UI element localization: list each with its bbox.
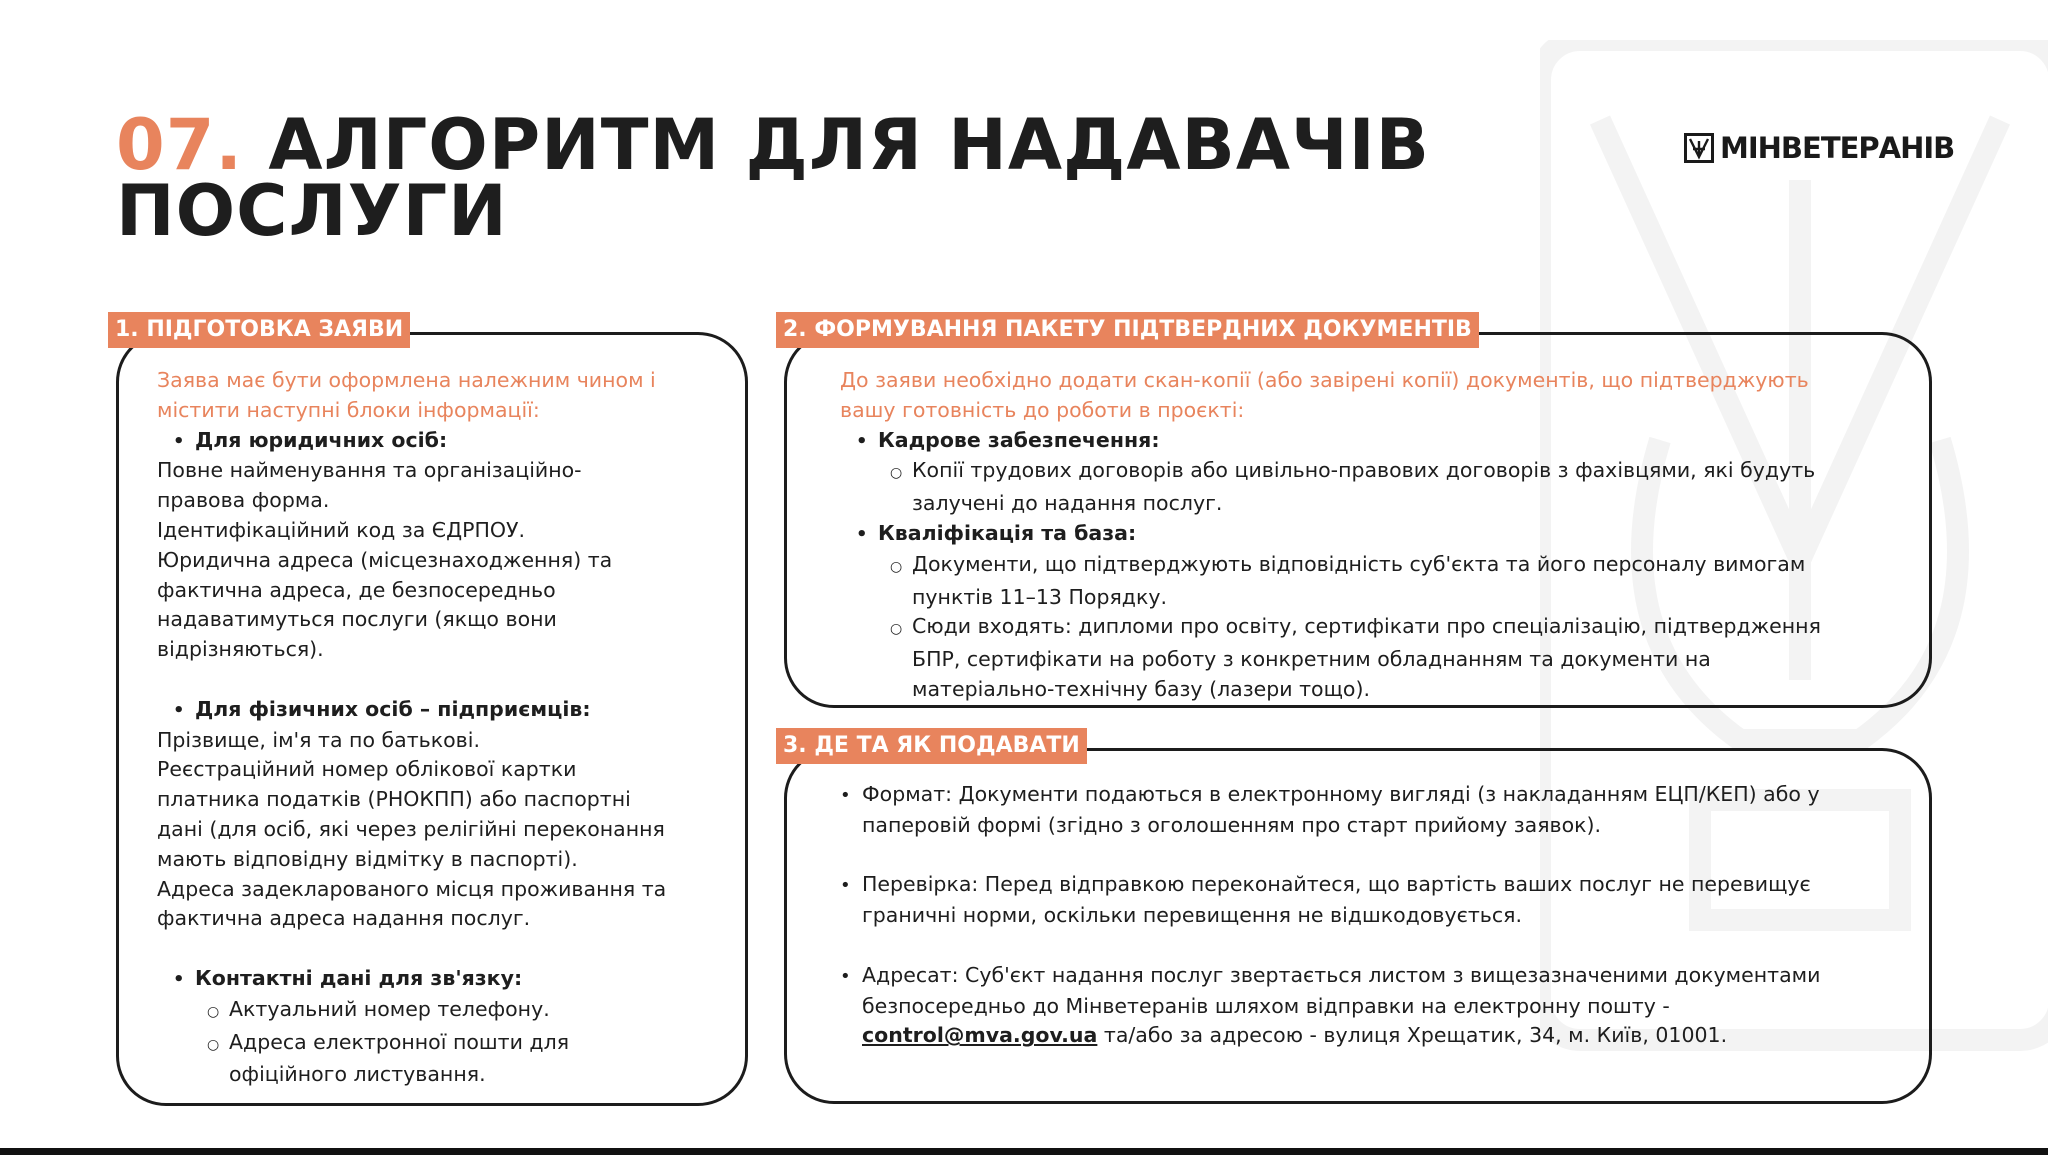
individual-heading: • Для фізичних осіб – підприємців: <box>173 696 591 721</box>
individual-line: платника податків (РНОКПП) або паспортні <box>157 787 631 812</box>
check-item-cont: граничні норми, оскільки перевищення не відшкодовується. <box>862 903 1522 928</box>
page-title <box>116 104 1716 252</box>
legal-line: надаватимуться послуги (якщо вони <box>157 607 557 632</box>
staff-item-cont: залучені до надання послуг. <box>912 491 1223 516</box>
format-item: • Формат: Документи подаються в електронному вигляді (з накладанням ЕЦП/КЕП) або у <box>840 782 1820 806</box>
contact-email-cont: офіційного листування. <box>229 1062 486 1087</box>
section2-intro-2: вашу готовність до роботи в проєкті: <box>840 397 1245 422</box>
legal-line: Повне найменування та організаційно- <box>157 458 582 483</box>
section2-content <box>840 366 1821 705</box>
legal-line: Ідентифікаційний код за ЄДРПОУ. <box>157 517 526 542</box>
format-item-cont: паперовій формі (згідно з оголошенням про старт прийому заявок). <box>862 812 1602 837</box>
bottom-bar <box>0 1148 2048 1155</box>
title-line-2: ПОСЛУГИ <box>116 170 508 252</box>
individual-line: Прізвище, ім'я та по батькові. <box>157 727 480 752</box>
qual-item-2-cont: матеріально-технічну базу (лазери тощо). <box>912 676 1370 701</box>
section1-intro-1: Заява має бути оформлена належним чином і <box>157 368 656 392</box>
section3-content <box>840 780 1820 1051</box>
email-link[interactable]: control@mva.gov.ua <box>862 1023 1098 1048</box>
legal-line: відрізняються). <box>157 637 324 662</box>
staff-item: ○ Копії трудових договорів або цивільно-правових договорів з фахівцями, які будуть <box>890 458 1816 483</box>
individual-line: Адреса задекларованого місця проживання та <box>157 876 667 901</box>
individual-line: Реєстраційний номер облікової картки <box>157 757 577 782</box>
tag-where-how-submit: 3. ДЕ ТА ЯК ПОДАВАТИ <box>776 728 1087 764</box>
tag-application-preparation: 1. ПІДГОТОВКА ЗАЯВИ <box>108 312 410 348</box>
qual-item-2-cont: БПР, сертифікати на роботу з конкретним обладнанням та документи на <box>912 647 1711 672</box>
legal-heading: • Для юридичних осіб: <box>173 427 448 452</box>
tag-documents-package: 2. ФОРМУВАННЯ ПАКЕТУ ПІДТВЕРДНИХ ДОКУМЕНТІВ <box>776 312 1479 348</box>
addressee-item-cont: control@mva.gov.ua та/або за адресою - вулиця Хрещатик, 34, м. Київ, 01001. <box>862 1023 1728 1048</box>
ministry-logo <box>1684 131 1954 165</box>
check-item: • Перевірка: Перед відправкою переконайтеся, що вартість ваших послуг не перевищує <box>840 872 1811 897</box>
qual-item-2: ○ Сюди входять: дипломи про освіту, сертифікати про спеціалізацію, підтвердження <box>890 614 1821 639</box>
contacts-heading: • Контактні дані для зв'язку: <box>173 965 523 990</box>
section1-content <box>157 366 666 1090</box>
ministry-emblem-icon <box>1684 133 1714 163</box>
addressee-item: • Адресат: Суб'єкт надання послуг звертається листом з вищезазначеними документами <box>840 962 1821 987</box>
qual-item-1: ○ Документи, що підтверджують відповідність суб'єкта та його персоналу вимогам <box>890 551 1806 576</box>
addressee-item-cont: безпосередньо до Мінветеранів шляхом відправки на електронну пошту - <box>862 993 1670 1018</box>
legal-line: правова форма. <box>157 488 330 513</box>
legal-line: фактична адреса, де безпосередньо <box>157 577 556 602</box>
section1-intro-2: містити наступні блоки інформації: <box>157 397 540 422</box>
logo-text: МІНВЕТЕРАНІВ <box>1720 131 1955 165</box>
contact-email: ○ Адреса електронної пошти для <box>207 1029 570 1054</box>
qual-item-1-cont: пунктів 11–13 Порядку. <box>912 584 1167 609</box>
legal-line: Юридична адреса (місцезнаходження) та <box>157 547 613 572</box>
title-line-1: АЛГОРИТМ ДЛЯ НАДАВАЧІВ <box>268 104 1431 186</box>
staff-heading: • Кадрове забезпечення: <box>856 427 1160 452</box>
section-number: 07. <box>116 104 244 186</box>
section2-intro-1: До заяви необхідно додати скан-копії (або завірені копії) документів, що підтверджують <box>840 368 1809 392</box>
individual-line: фактична адреса надання послуг. <box>157 906 531 931</box>
qual-heading: • Кваліфікація та база: <box>856 520 1137 545</box>
individual-line: мають відповідну відмітку в паспорті). <box>157 846 578 871</box>
contact-phone: ○ Актуальний номер телефону. <box>207 996 550 1021</box>
individual-line: дані (для осіб, які через релігійні переконання <box>157 816 665 841</box>
